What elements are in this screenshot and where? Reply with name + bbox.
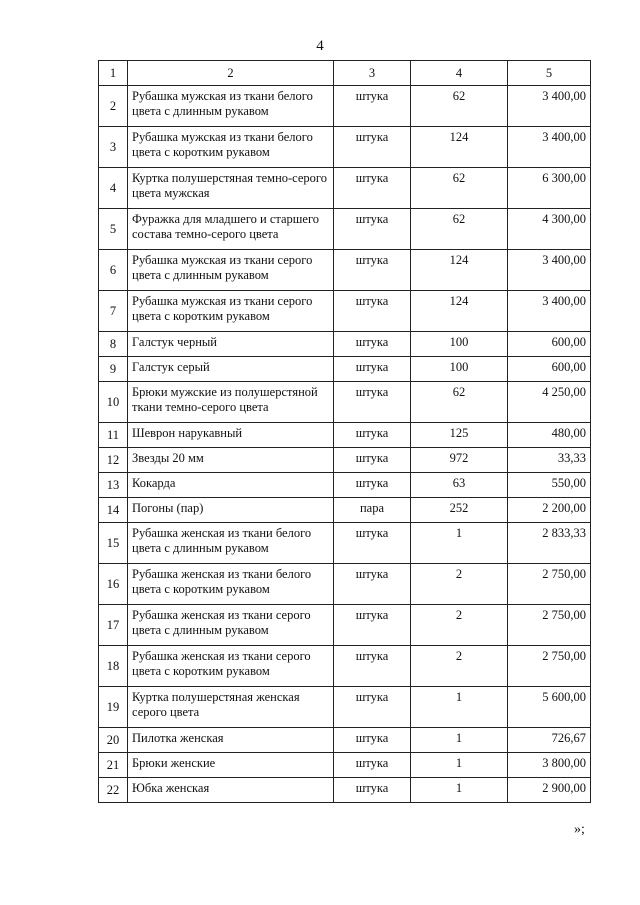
- row-number: 18: [99, 646, 128, 687]
- table-row: [99, 473, 591, 498]
- item-quantity: 1: [411, 778, 508, 803]
- item-price: 4 250,00: [508, 382, 591, 423]
- table-row: [99, 168, 591, 209]
- item-unit: штука: [334, 423, 411, 448]
- item-name: Рубашка женская из ткани белого цвета с коротким рукавом: [128, 564, 334, 605]
- row-number: 21: [99, 753, 128, 778]
- item-unit: штука: [334, 332, 411, 357]
- row-number: 7: [99, 291, 128, 332]
- item-quantity: 62: [411, 209, 508, 250]
- row-number: 2: [99, 86, 128, 127]
- table-row: [99, 209, 591, 250]
- row-number: 4: [99, 168, 128, 209]
- table-row: [99, 423, 591, 448]
- table-row: [99, 291, 591, 332]
- table-row: [99, 564, 591, 605]
- table-row: [99, 523, 591, 564]
- table-row: [99, 250, 591, 291]
- item-price: 5 600,00: [508, 687, 591, 728]
- header-cell: 3: [334, 61, 411, 86]
- table-row: [99, 646, 591, 687]
- row-number: 8: [99, 332, 128, 357]
- item-unit: штука: [334, 448, 411, 473]
- item-unit: пара: [334, 498, 411, 523]
- row-number: 12: [99, 448, 128, 473]
- item-name: Брюки женские: [128, 753, 334, 778]
- item-quantity: 124: [411, 127, 508, 168]
- item-name: Рубашка мужская из ткани серого цвета с длинным рукавом: [128, 250, 334, 291]
- item-quantity: 252: [411, 498, 508, 523]
- item-unit: штука: [334, 778, 411, 803]
- item-price: 2 833,33: [508, 523, 591, 564]
- table-row: [99, 605, 591, 646]
- item-price: 2 750,00: [508, 564, 591, 605]
- table-row: [99, 687, 591, 728]
- item-name: Шеврон нарукавный: [128, 423, 334, 448]
- row-number: 20: [99, 728, 128, 753]
- item-quantity: 124: [411, 250, 508, 291]
- row-number: 22: [99, 778, 128, 803]
- header-cell: 1: [99, 61, 128, 86]
- item-price: 3 800,00: [508, 753, 591, 778]
- item-price: 33,33: [508, 448, 591, 473]
- item-quantity: 124: [411, 291, 508, 332]
- table-row: [99, 448, 591, 473]
- item-price: 600,00: [508, 332, 591, 357]
- item-price: 2 200,00: [508, 498, 591, 523]
- item-unit: штука: [334, 357, 411, 382]
- item-name: Куртка полушерстяная женская серого цвета: [128, 687, 334, 728]
- row-number: 3: [99, 127, 128, 168]
- table-row: [99, 728, 591, 753]
- item-price: 3 400,00: [508, 127, 591, 168]
- item-quantity: 125: [411, 423, 508, 448]
- item-name: Пилотка женская: [128, 728, 334, 753]
- table-row: [99, 86, 591, 127]
- item-name: Рубашка мужская из ткани белого цвета с коротким рукавом: [128, 127, 334, 168]
- item-name: Рубашка мужская из ткани белого цвета с длинным рукавом: [128, 86, 334, 127]
- item-unit: штука: [334, 687, 411, 728]
- item-unit: штука: [334, 753, 411, 778]
- item-unit: штука: [334, 728, 411, 753]
- page-number: 4: [316, 38, 324, 54]
- item-price: 2 750,00: [508, 646, 591, 687]
- header-row: [99, 61, 591, 86]
- item-price: 6 300,00: [508, 168, 591, 209]
- item-price: 550,00: [508, 473, 591, 498]
- row-number: 11: [99, 423, 128, 448]
- table-row: [99, 498, 591, 523]
- item-price: 3 400,00: [508, 250, 591, 291]
- item-price: 4 300,00: [508, 209, 591, 250]
- row-number: 17: [99, 605, 128, 646]
- item-name: Рубашка мужская из ткани серого цвета с коротким рукавом: [128, 291, 334, 332]
- item-quantity: 1: [411, 753, 508, 778]
- item-quantity: 2: [411, 564, 508, 605]
- item-quantity: 2: [411, 646, 508, 687]
- item-price: 2 750,00: [508, 605, 591, 646]
- item-unit: штука: [334, 564, 411, 605]
- item-unit: штука: [334, 291, 411, 332]
- item-unit: штука: [334, 168, 411, 209]
- row-number: 13: [99, 473, 128, 498]
- table-row: [99, 127, 591, 168]
- item-quantity: 100: [411, 332, 508, 357]
- item-quantity: 1: [411, 728, 508, 753]
- item-quantity: 62: [411, 168, 508, 209]
- item-unit: штука: [334, 523, 411, 564]
- item-name: Погоны (пар): [128, 498, 334, 523]
- item-price: 2 900,00: [508, 778, 591, 803]
- item-name: Галстук серый: [128, 357, 334, 382]
- item-name: Рубашка женская из ткани белого цвета с длинным рукавом: [128, 523, 334, 564]
- item-name: Галстук черный: [128, 332, 334, 357]
- item-quantity: 62: [411, 86, 508, 127]
- item-name: Кокарда: [128, 473, 334, 498]
- item-name: Рубашка женская из ткани серого цвета с коротким рукавом: [128, 646, 334, 687]
- item-unit: штука: [334, 127, 411, 168]
- item-price: 480,00: [508, 423, 591, 448]
- item-unit: штука: [334, 473, 411, 498]
- item-name: Рубашка женская из ткани серого цвета с длинным рукавом: [128, 605, 334, 646]
- item-unit: штука: [334, 382, 411, 423]
- item-name: Брюки мужские из полушерстяной ткани темно-серого цвета: [128, 382, 334, 423]
- table-row: [99, 778, 591, 803]
- item-quantity: 972: [411, 448, 508, 473]
- row-number: 10: [99, 382, 128, 423]
- items-table: [98, 60, 591, 803]
- item-quantity: 62: [411, 382, 508, 423]
- row-number: 15: [99, 523, 128, 564]
- item-name: Звезды 20 мм: [128, 448, 334, 473]
- item-unit: штука: [334, 250, 411, 291]
- row-number: 14: [99, 498, 128, 523]
- table-row: [99, 332, 591, 357]
- item-quantity: 100: [411, 357, 508, 382]
- table-row: [99, 357, 591, 382]
- item-name: Юбка женская: [128, 778, 334, 803]
- item-price: 600,00: [508, 357, 591, 382]
- item-unit: штука: [334, 86, 411, 127]
- item-price: 3 400,00: [508, 86, 591, 127]
- row-number: 9: [99, 357, 128, 382]
- item-price: 726,67: [508, 728, 591, 753]
- header-cell: 2: [128, 61, 334, 86]
- item-unit: штука: [334, 209, 411, 250]
- table-row: [99, 382, 591, 423]
- item-quantity: 63: [411, 473, 508, 498]
- item-name: Фуражка для младшего и старшего состава темно-серого цвета: [128, 209, 334, 250]
- header-cell: 4: [411, 61, 508, 86]
- header-cell: 5: [508, 61, 591, 86]
- row-number: 6: [99, 250, 128, 291]
- item-name: Куртка полушерстяная темно-серого цвета мужская: [128, 168, 334, 209]
- closing-quote: »;: [574, 822, 585, 837]
- row-number: 19: [99, 687, 128, 728]
- item-quantity: 1: [411, 687, 508, 728]
- item-unit: штука: [334, 605, 411, 646]
- item-unit: штука: [334, 646, 411, 687]
- item-quantity: 2: [411, 605, 508, 646]
- row-number: 5: [99, 209, 128, 250]
- row-number: 16: [99, 564, 128, 605]
- table-row: [99, 753, 591, 778]
- item-price: 3 400,00: [508, 291, 591, 332]
- item-quantity: 1: [411, 523, 508, 564]
